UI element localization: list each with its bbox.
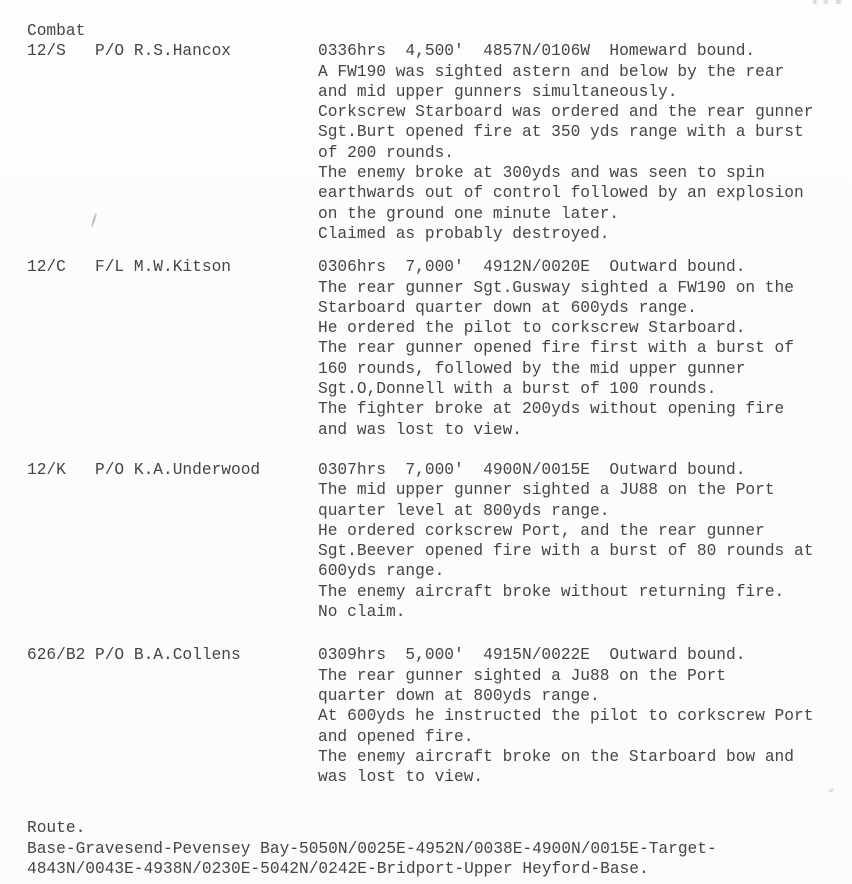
report-line: quarter down at 800yds range. [318,686,600,705]
aircraft-code: 12/C [27,258,66,277]
report-line: and opened fire. [318,727,474,746]
entry-identity [27,257,318,277]
report-line: was lost to view. [318,768,484,787]
report-line: The rear gunner opened fire first with a burst of [318,339,794,358]
scan-smudge-mark [812,0,846,4]
report-line: The enemy aircraft broke on the Starboard bow and [318,747,794,766]
entry-detail [318,41,852,244]
aircraft-code: 12/S [27,42,66,61]
route-section [27,818,852,879]
report-line: earthwards out of control followed by an explosion [318,184,804,203]
route-heading: Route. [27,819,86,838]
scan-speck-mark [828,788,835,793]
report-line: 0336hrs 4,500' 4857N/0106W Homeward bound. [318,42,756,61]
entry-detail [318,257,852,440]
aircraft-code: 12/K [27,460,66,479]
report-line: The mid upper gunner sighted a JU88 on the Port [318,481,775,500]
report-line: Claimed as probably destroyed. [318,224,610,243]
report-line: Sgt.Beever opened fire with a burst of 80 rounds at [318,542,814,561]
report-line: Sgt.O,Donnell with a burst of 100 rounds. [318,380,717,399]
entry-detail [318,645,852,787]
entry-identity [27,41,318,61]
report-line: A FW190 was sighted astern and below by the rear [318,62,785,81]
entry-identity [27,645,318,665]
report-line: No claim. [318,603,406,622]
report-line: At 600yds he instructed the pilot to corkscrew Port [318,707,814,726]
report-line: 0309hrs 5,000' 4915N/0022E Outward bound. [318,646,746,665]
report-line: and mid upper gunners simultaneously. [318,82,678,101]
pilot-name: F/L M.W.Kitson [95,258,231,277]
entry-detail [318,460,852,622]
report-line: The rear gunner Sgt.Gusway sighted a FW190 on the [318,278,794,297]
report-line: The enemy aircraft broke without returning fire. [318,582,785,601]
combat-entries [27,41,852,787]
report-line: The rear gunner sighted a Ju88 on the Port [318,666,726,685]
report-line: quarter level at 800yds range. [318,501,610,520]
combat-entry [27,460,852,622]
combat-entry [27,645,852,787]
report-line: 0307hrs 7,000' 4900N/0015E Outward bound. [318,460,746,479]
report-line: 0306hrs 7,000' 4912N/0020E Outward bound. [318,258,746,277]
report-line: Starboard quarter down at 600yds range. [318,298,697,317]
report-line: on the ground one minute later. [318,204,620,223]
route-lines [27,839,852,880]
report-line: and was lost to view. [318,420,522,439]
route-line: 4843N/0043E-4938N/0230E-5042N/0242E-Bridport-Upper Heyford-Base. [27,859,649,878]
report-line: 600yds range. [318,562,445,581]
route-line: Base-Gravesend-Pevensey Bay-5050N/0025E-4952N/0038E-4900N/0015E-Target- [27,839,717,858]
report-line: 160 rounds, followed by the mid upper gunner [318,359,746,378]
combat-entry [27,257,852,440]
pilot-name: P/O R.S.Hancox [95,42,231,61]
report-line: He ordered the pilot to corkscrew Starboard. [318,319,746,338]
combat-entry [27,41,852,244]
report-line: Sgt.Burt opened fire at 350 yds range with a burst [318,123,804,142]
report-line: Corkscrew Starboard was ordered and the rear gunner [318,103,814,122]
entry-identity [27,460,318,480]
report-line: of 200 rounds. [318,143,454,162]
report-heading: Combat [27,22,86,40]
pilot-name: P/O B.A.Collens [95,646,241,665]
report-line: He ordered corkscrew Port, and the rear gunner [318,521,765,540]
aircraft-code: 626/B2 [27,646,86,665]
pilot-name: P/O K.A.Underwood [95,460,261,479]
report-line: The fighter broke at 200yds without opening fire [318,400,785,419]
report-line: The enemy broke at 300yds and was seen to spin [318,164,765,183]
